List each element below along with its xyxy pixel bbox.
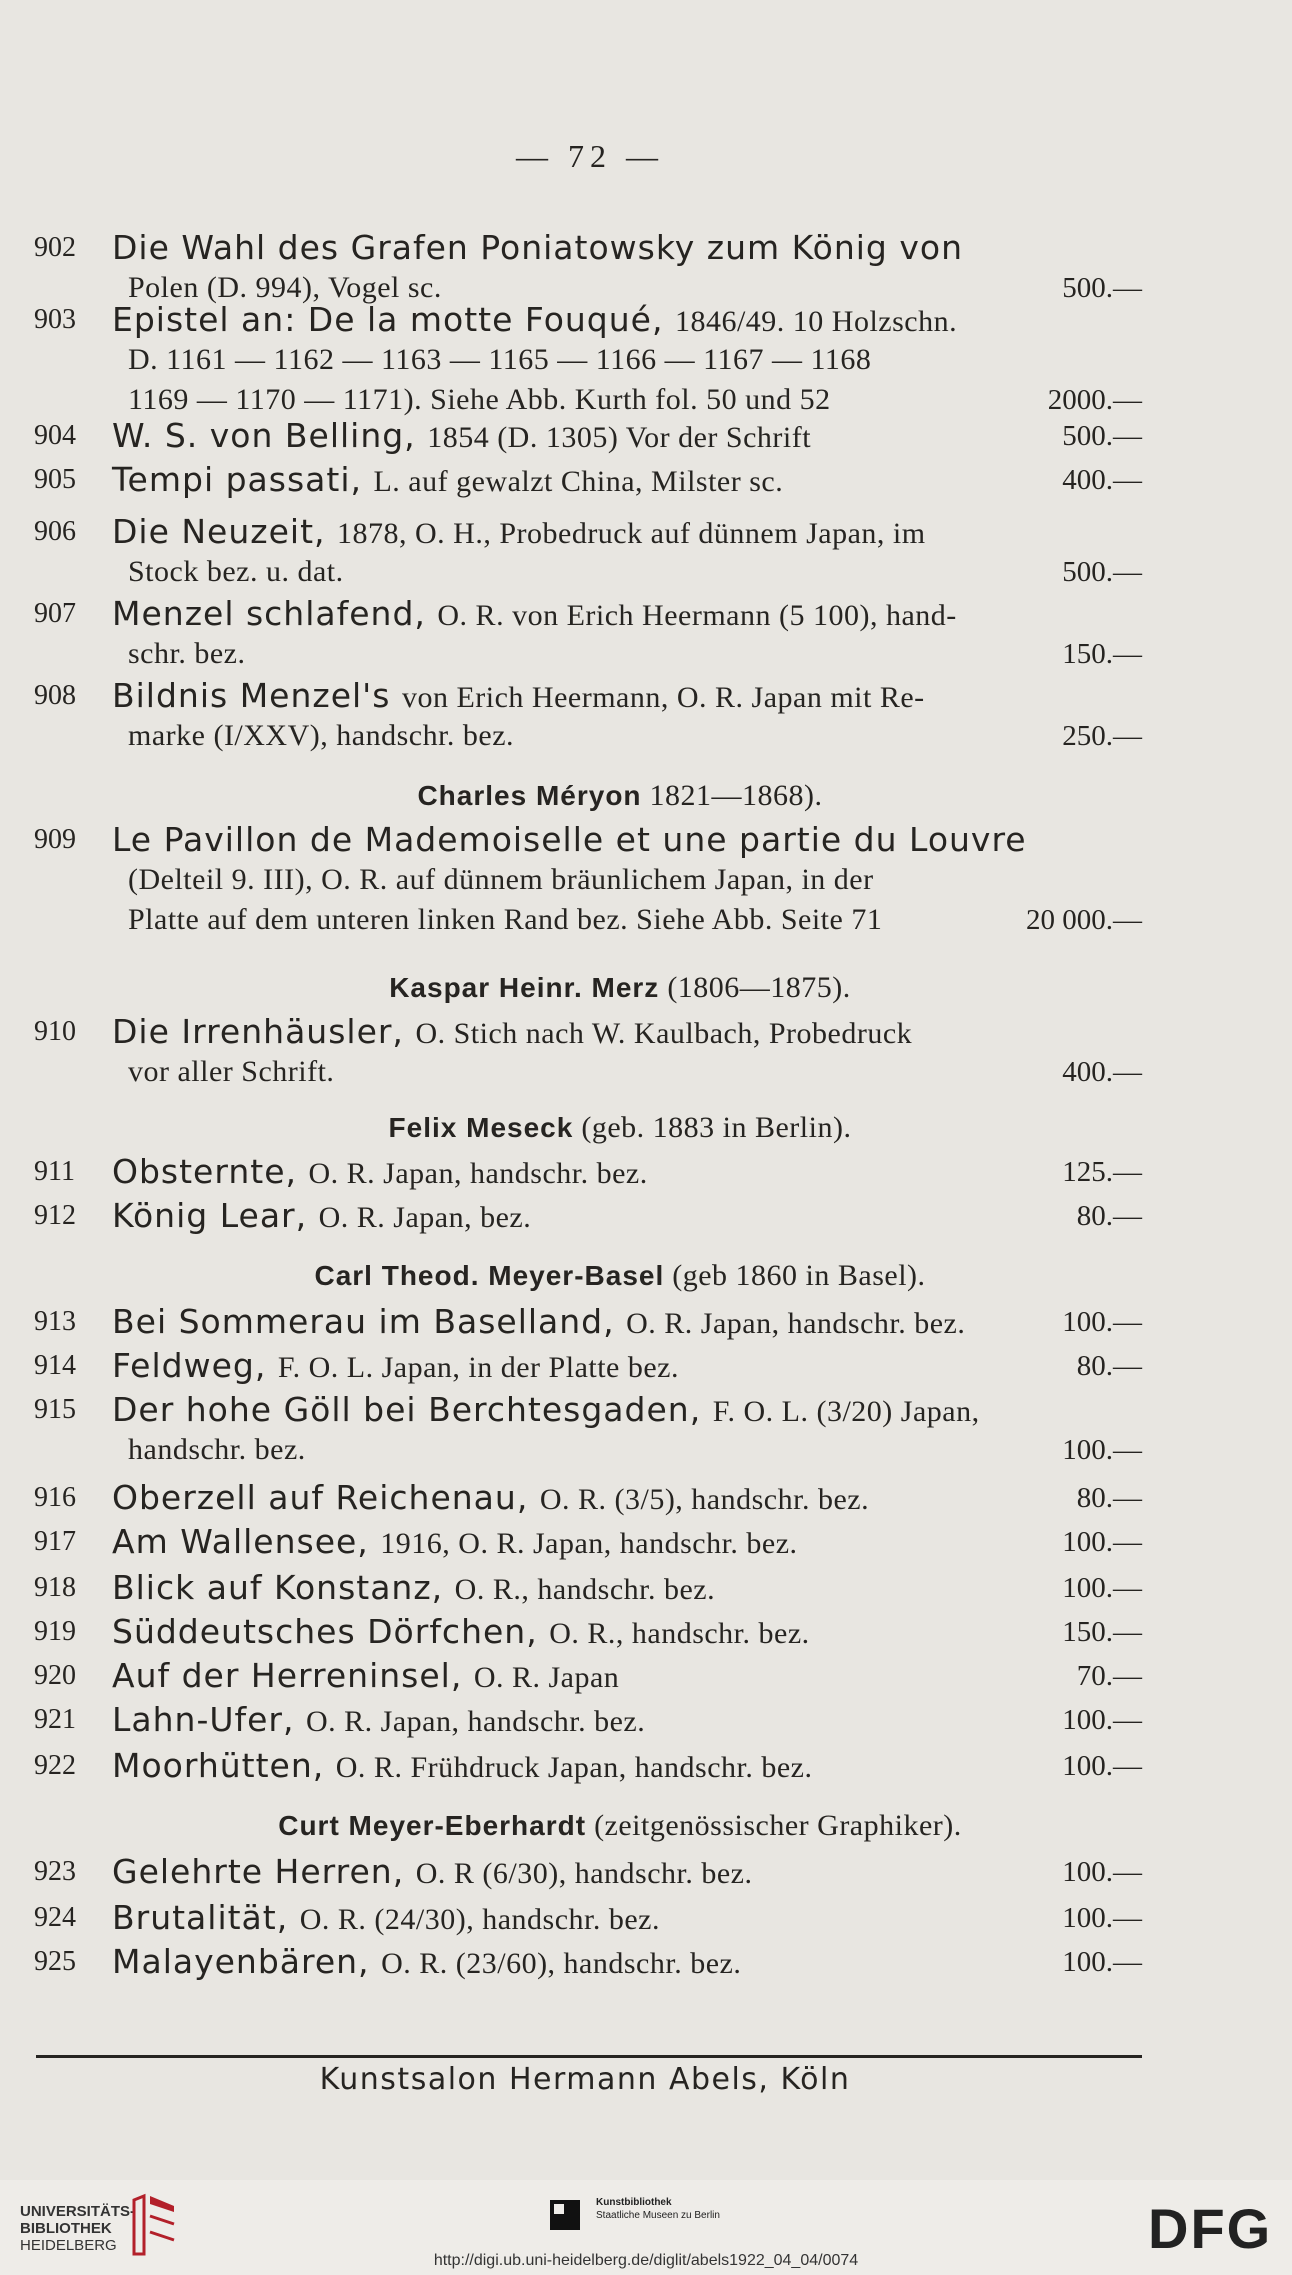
artist-name: Charles Méryon: [417, 780, 642, 811]
lot-description-line: vor aller Schrift.: [128, 1055, 335, 1088]
lot-price: 100.—: [1062, 1750, 1142, 1782]
lot-price: 150.—: [1062, 1616, 1142, 1648]
lot-number: 903: [34, 304, 76, 335]
lot-description: O. R. Japan: [473, 1661, 620, 1694]
lot-title: Süddeutsches Dörfchen,: [112, 1612, 538, 1651]
artist-dates: (zeitgenössischer Graphiker).: [594, 1809, 962, 1842]
lot-number: 919: [34, 1616, 76, 1647]
lot-description: O. R. (24/30), handschr. bez.: [299, 1903, 660, 1936]
footer-title: Kunstsalon Hermann Abels, Köln: [319, 2062, 851, 2097]
lot-price: 100.—: [1062, 1572, 1142, 1604]
lot-number: 907: [34, 598, 76, 629]
artist-dates: (geb. 1883 in Berlin).: [581, 1111, 852, 1144]
artist-heading: [0, 1108, 1240, 1148]
lot-title-line: [112, 1346, 679, 1388]
lot-title: Die Wahl des Grafen Poniatowsky zum König von: [112, 228, 964, 267]
lot-number: 924: [34, 1902, 76, 1933]
lot-price: 2000.—: [1047, 384, 1142, 416]
lot-title: Obsternte,: [112, 1152, 297, 1191]
lot-title-line: [112, 1478, 869, 1520]
lot-title-line: [112, 676, 925, 718]
lot-title-line: [112, 1012, 912, 1054]
lot-number: 916: [34, 1482, 76, 1513]
lot-price: 100.—: [1062, 1946, 1142, 1978]
lot-title-line: [112, 228, 963, 268]
lot-number: 921: [34, 1704, 76, 1735]
lot-price: 500.—: [1062, 556, 1142, 588]
lot-description: 1854 (D. 1305) Vor der Schrift: [427, 421, 812, 454]
artist-name: Felix Meseck: [388, 1112, 574, 1143]
lot-price: 500.—: [1062, 272, 1142, 304]
lot-description: O. Stich nach W. Kaulbach, Probedruck: [415, 1017, 913, 1050]
lot-description: O. R. Frühdruck Japan, handschr. bez.: [335, 1751, 813, 1784]
lot-title: Lahn-Ufer,: [112, 1700, 295, 1739]
lot-number: 909: [34, 824, 76, 855]
lot-description: O. R. Japan, handschr. bez.: [626, 1307, 966, 1340]
lot-description: O. R. (3/5), handschr. bez.: [539, 1483, 870, 1516]
lot-number: 904: [34, 420, 76, 451]
lot-title: Die Irrenhäusler,: [112, 1012, 404, 1051]
lot-number: 910: [34, 1016, 76, 1047]
artist-dates: (geb 1860 in Basel).: [672, 1259, 926, 1292]
lot-price: 100.—: [1062, 1526, 1142, 1558]
lot-number: 915: [34, 1394, 76, 1425]
lot-title-line: [112, 460, 783, 502]
lot-title: Gelehrte Herren,: [112, 1852, 405, 1891]
lot-title: Oberzell auf Reichenau,: [112, 1478, 529, 1517]
lot-number: 923: [34, 1856, 76, 1887]
artist-name: Curt Meyer-Eberhardt: [278, 1810, 587, 1841]
lot-description: 1846/49. 10 Holzschn.: [674, 305, 958, 338]
lot-title-line: [112, 1656, 619, 1698]
lot-number: 912: [34, 1200, 76, 1231]
lot-description: O. R. von Erich Heermann (5 100), hand-: [437, 599, 957, 632]
lot-description-line: schr. bez.: [128, 637, 246, 670]
ub-logo-line2: BIBLIOTHEK: [20, 2220, 112, 2237]
lot-number: 917: [34, 1526, 76, 1557]
lot-title-line: [112, 416, 811, 458]
lot-price: 100.—: [1062, 1434, 1142, 1466]
page-number: — 72 —: [516, 138, 664, 174]
page-url[interactable]: http://digi.ub.uni-heidelberg.de/diglit/abels1922_04_04/0074: [433, 2252, 859, 2269]
lot-description: O. R. (23/60), handschr. bez.: [381, 1947, 742, 1980]
lot-description: L. auf gewalzt China, Milster sc.: [373, 465, 784, 498]
artist-heading: [0, 1806, 1240, 1846]
lot-description-line: (Delteil 9. III), O. R. auf dünnem bräunlichem Japan, in der: [128, 863, 874, 896]
lot-description: O. R., handschr. bez.: [549, 1617, 810, 1650]
artist-dates: 1821—1868).: [649, 779, 823, 812]
kb-logo-line2: Staatliche Museen zu Berlin: [596, 2210, 720, 2221]
lot-title-line: [112, 1152, 648, 1194]
lot-price: 400.—: [1062, 464, 1142, 496]
lot-title-line: [112, 1700, 645, 1742]
lot-price: 150.—: [1062, 638, 1142, 670]
lot-description: F. O. L. Japan, in der Platte bez.: [277, 1351, 679, 1384]
ub-logo-line1: UNIVERSITÄTS-: [20, 2203, 136, 2220]
lot-title: Auf der Herreninsel,: [112, 1656, 463, 1695]
lot-title: Die Neuzeit,: [112, 512, 326, 551]
lot-description: O. R (6/30), handschr. bez.: [415, 1857, 753, 1890]
lot-title-line: [112, 1522, 798, 1564]
lot-description: O. R. Japan, handschr. bez.: [305, 1705, 646, 1738]
lot-description: 1916, O. R. Japan, handschr. bez.: [380, 1527, 798, 1560]
kb-logo-line1: Kunstbibliothek: [596, 2197, 672, 2208]
lot-price: 80.—: [1076, 1482, 1142, 1514]
lot-price: 100.—: [1062, 1306, 1142, 1338]
lot-title: Bei Sommerau im Baselland,: [112, 1302, 615, 1341]
kunstbibliothek-icon: [550, 2200, 580, 2230]
lot-price: 100.—: [1062, 1902, 1142, 1934]
lot-title-line: [112, 1568, 715, 1610]
lot-price: 250.—: [1062, 720, 1142, 752]
lot-description-line: Stock bez. u. dat.: [128, 555, 344, 588]
artist-name: Carl Theod. Meyer-Basel: [314, 1260, 665, 1291]
lot-price: 70.—: [1076, 1660, 1142, 1692]
ub-emblem-icon: [130, 2192, 180, 2258]
lot-price: 100.—: [1062, 1704, 1142, 1736]
lot-title: Am Wallensee,: [112, 1522, 369, 1561]
lot-title: W. S. von Belling,: [112, 416, 416, 455]
lot-title: Brutalität,: [112, 1898, 289, 1937]
lot-title: Blick auf Konstanz,: [112, 1568, 444, 1607]
lot-title: Menzel schlafend,: [112, 594, 426, 633]
lot-title-line: [112, 1302, 965, 1344]
lot-description-line: 1169 — 1170 — 1171). Siehe Abb. Kurth fol. 50 und 52: [128, 383, 831, 416]
lot-title: Tempi passati,: [112, 460, 362, 499]
lot-description-line: D. 1161 — 1162 — 1163 — 1165 — 1166 — 1167 — 1168: [128, 343, 872, 376]
lot-price: 80.—: [1076, 1350, 1142, 1382]
lot-title: Malayenbären,: [112, 1942, 370, 1981]
lot-title-line: [112, 1612, 810, 1654]
lot-number: 920: [34, 1660, 76, 1691]
lot-price: 125.—: [1062, 1156, 1142, 1188]
lot-title-line: [112, 1746, 813, 1788]
lot-description: O. R. Japan, bez.: [318, 1201, 532, 1234]
lot-title: Epistel an: De la motte Fouqué,: [112, 300, 664, 339]
lot-title: Feldweg,: [112, 1346, 267, 1385]
lot-number: 911: [34, 1156, 75, 1187]
artist-heading: [0, 776, 1240, 816]
lot-number: 908: [34, 680, 76, 711]
lot-title: Le Pavillon de Mademoiselle et une partie du Louvre: [112, 820, 1027, 859]
lot-price: 80.—: [1076, 1200, 1142, 1232]
lot-title-line: [112, 594, 957, 636]
lot-title-line: [112, 512, 926, 554]
lot-price: 100.—: [1062, 1856, 1142, 1888]
lot-description: 1878, O. H., Probedruck auf dünnem Japan, im: [337, 517, 926, 550]
lot-number: 902: [34, 232, 76, 263]
lot-title-line: [112, 1898, 660, 1940]
lot-description: F. O. L. (3/20) Japan,: [712, 1395, 980, 1428]
lot-title-line: [112, 300, 957, 342]
artist-heading: [0, 968, 1240, 1008]
lot-title: König Lear,: [112, 1196, 308, 1235]
lot-description: O. R. Japan, handschr. bez.: [308, 1157, 648, 1190]
lot-description-line: Polen (D. 994), Vogel sc.: [128, 271, 442, 304]
lot-title-line: [112, 1852, 752, 1894]
ub-heidelberg-logo[interactable]: [20, 2203, 135, 2254]
footer-rule: [36, 2055, 1142, 2058]
lot-title-line: [112, 820, 1027, 860]
lot-description-line: marke (I/XXV), handschr. bez.: [128, 719, 515, 752]
lot-number: 905: [34, 464, 76, 495]
lot-price: 500.—: [1062, 420, 1142, 452]
lot-description: von Erich Heermann, O. R. Japan mit Re-: [401, 681, 925, 714]
lot-description-line: Platte auf dem unteren linken Rand bez. Siehe Abb. Seite 71: [128, 903, 883, 936]
lot-title-line: [112, 1942, 741, 1984]
lot-number: 906: [34, 516, 76, 547]
lot-title-line: [112, 1390, 980, 1432]
lot-title: Bildnis Menzel's: [112, 676, 391, 715]
dfg-logo[interactable]: DFG: [1148, 2197, 1273, 2260]
artist-dates: (1806—1875).: [667, 971, 851, 1004]
lot-description: O. R., handschr. bez.: [454, 1573, 716, 1606]
lot-price: 20 000.—: [1026, 904, 1142, 936]
artist-name: Kaspar Heinr. Merz: [389, 972, 660, 1003]
lot-price: 400.—: [1062, 1056, 1142, 1088]
lot-number: 922: [34, 1750, 76, 1781]
lot-number: 918: [34, 1572, 76, 1603]
lot-number: 913: [34, 1306, 76, 1337]
artist-heading: [0, 1256, 1240, 1296]
lot-number: 925: [34, 1946, 76, 1977]
lot-description-line: handschr. bez.: [128, 1433, 306, 1466]
lot-title: Der hohe Göll bei Berchtesgaden,: [112, 1390, 702, 1429]
ub-logo-line3: HEIDELBERG: [20, 2237, 117, 2254]
lot-number: 914: [34, 1350, 76, 1381]
lot-title: Moorhütten,: [112, 1746, 325, 1785]
lot-title-line: [112, 1196, 531, 1238]
